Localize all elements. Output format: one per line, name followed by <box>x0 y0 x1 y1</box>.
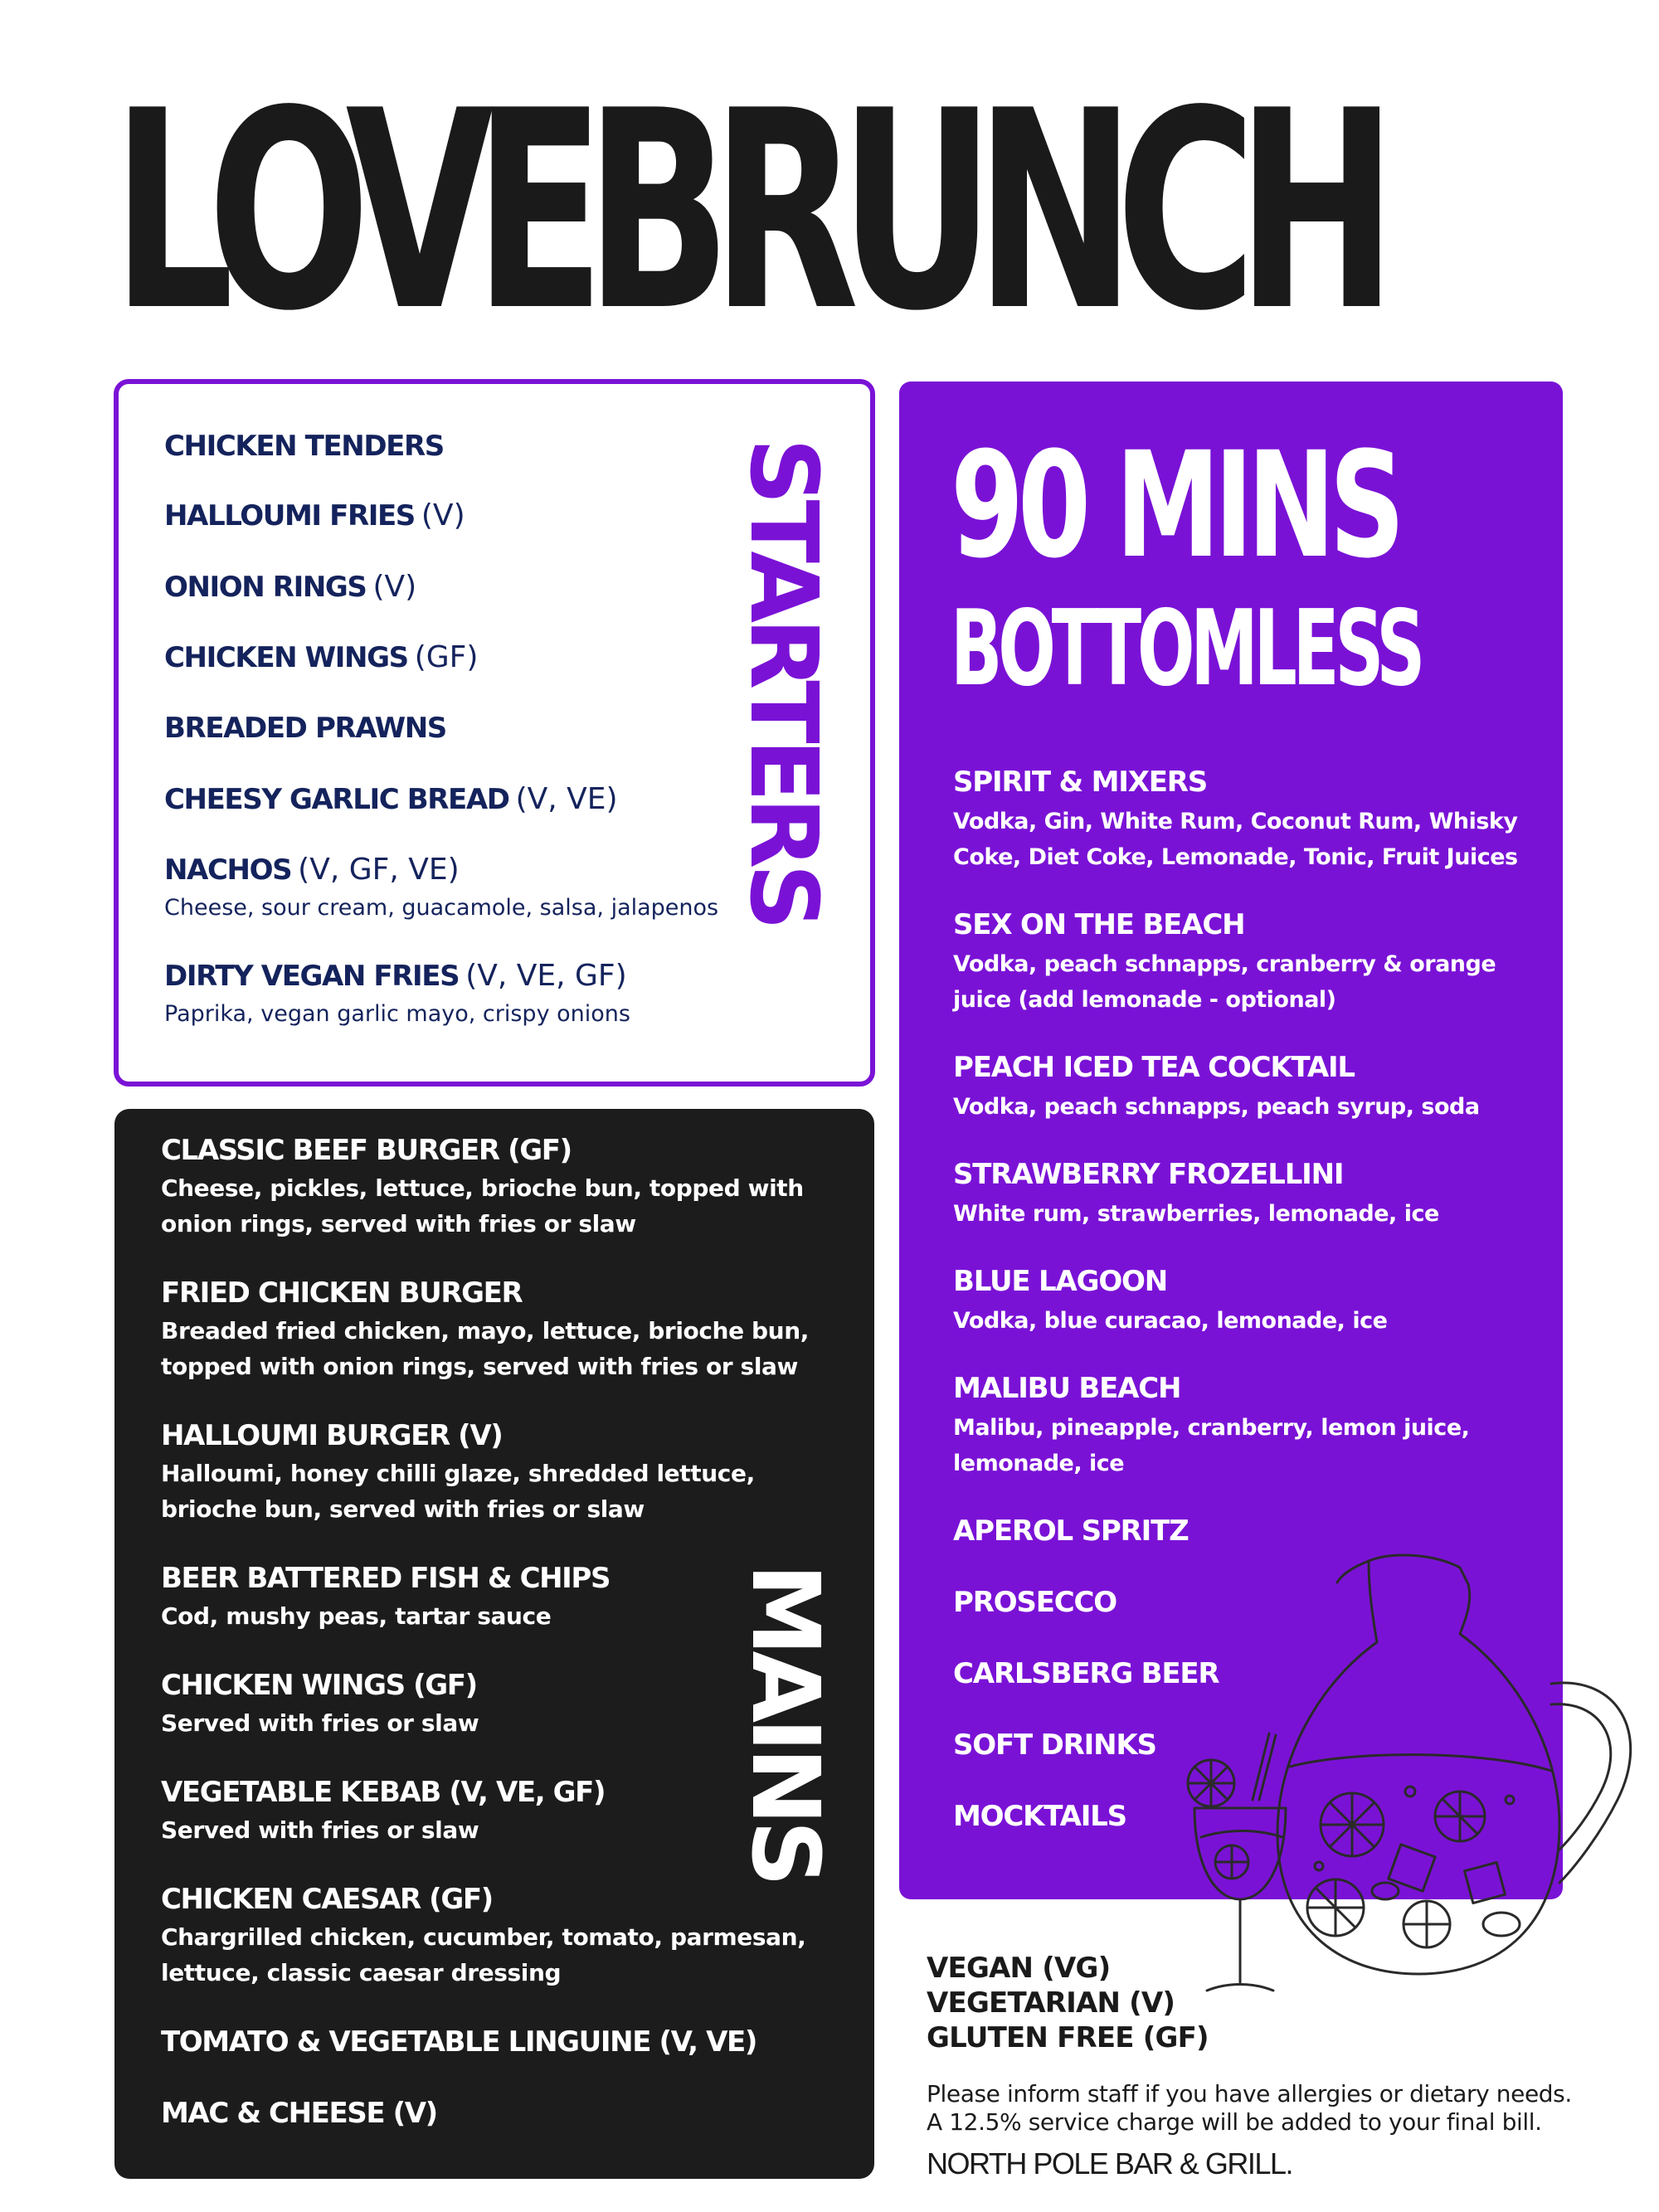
drink-name: STRAWBERRY FROZELLINI <box>953 1158 1344 1191</box>
main-name: CLASSIC BEEF BURGER (GF) <box>161 1134 572 1167</box>
starter-name: HALLOUMI FRIES (V) <box>164 498 465 532</box>
drink-name: MOCKTAILS <box>953 1800 1126 1833</box>
main-name: MAC & CHEESE (V) <box>161 2097 437 2130</box>
main-description: Served with fries or slaw <box>161 1816 479 1844</box>
main-name: CHICKEN CAESAR (GF) <box>161 1883 493 1916</box>
dietary-tag: (V) <box>372 570 417 604</box>
main-item <box>161 2097 437 2130</box>
starter-name: DIRTY VEGAN FRIES (V, VE, GF) <box>164 959 627 993</box>
drink-item <box>953 1265 1387 1339</box>
main-name: TOMATO & VEGETABLE LINGUINE (V, VE) <box>161 2025 757 2059</box>
main-name: FRIED CHICKEN BURGER <box>161 1276 523 1310</box>
main-item <box>161 1134 804 1242</box>
legend-vegetarian: VEGETARIAN (V) <box>927 1986 1175 2020</box>
drink-name: APEROL SPRITZ <box>953 1514 1189 1548</box>
starter-item <box>164 959 630 1027</box>
main-item <box>161 2025 757 2059</box>
starter-item <box>164 498 465 532</box>
dietary-legend <box>927 1951 1209 2055</box>
drink-item <box>953 1800 1126 1833</box>
dietary-tag: (V) <box>421 498 465 532</box>
drink-item <box>953 1728 1156 1762</box>
pitcher-and-cocktail-glass-icon <box>1186 1551 1634 2015</box>
starter-item <box>164 640 478 674</box>
drink-name: SEX ON THE BEACH <box>953 908 1245 941</box>
drink-name: PEACH ICED TEA COCKTAIL <box>953 1051 1355 1084</box>
dietary-tag: (V, VE, GF) <box>465 959 627 993</box>
drink-item <box>953 766 1518 875</box>
venue-name: NORTH POLE BAR & GRILL. <box>927 2146 1292 2180</box>
starter-name: CHEESY GARLIC BREAD (V, VE) <box>164 782 618 816</box>
main-item <box>161 1776 605 1848</box>
drink-name: CARLSBERG BEER <box>953 1657 1219 1690</box>
starter-name: ONION RINGS (V) <box>164 570 417 604</box>
starter-item <box>164 712 446 745</box>
main-item <box>161 1276 809 1384</box>
drink-description: White rum, strawberries, lemonade, ice <box>953 1201 1439 1227</box>
starter-description: Cheese, sour cream, guacamole, salsa, jalapenos <box>164 895 719 921</box>
drink-name: BLUE LAGOON <box>953 1265 1167 1298</box>
drink-item <box>953 1158 1439 1232</box>
dietary-tag: (GF) <box>414 640 479 674</box>
main-item <box>161 1419 755 1527</box>
starter-item <box>164 782 618 816</box>
starter-item <box>164 430 444 463</box>
starter-name: CHICKEN WINGS (GF) <box>164 640 479 674</box>
dietary-tag: (V, VE) <box>515 782 618 816</box>
main-item <box>161 1562 610 1634</box>
starter-description: Paprika, vegan garlic mayo, crispy onions <box>164 1001 630 1027</box>
drink-description: Malibu, pineapple, cranberry, lemon juice, lemonade, ice <box>953 1415 1470 1476</box>
bottomless-headline: BOTTOMLESS <box>951 587 1422 709</box>
drink-item <box>953 1514 1189 1548</box>
drink-name: SOFT DRINKS <box>953 1728 1156 1762</box>
drink-description: Vodka, blue curacao, lemonade, ice <box>953 1308 1388 1334</box>
main-description: Breaded fried chicken, mayo, lettuce, brioche bun, topped with onion rings, served with fries or slaw <box>161 1317 809 1380</box>
main-name: BEER BATTERED FISH & CHIPS <box>161 1562 611 1595</box>
main-name: HALLOUMI BURGER (V) <box>161 1419 503 1452</box>
drink-item <box>953 1657 1219 1690</box>
brand-logo: LOVEBRUNCH <box>112 52 1378 371</box>
main-description: Served with fries or slaw <box>161 1709 479 1737</box>
starter-name: CHICKEN TENDERS <box>164 430 444 463</box>
starters-section-label: STARTERS <box>729 438 837 926</box>
drink-name: PROSECCO <box>953 1586 1117 1619</box>
main-name: VEGETABLE KEBAB (V, VE, GF) <box>161 1776 606 1809</box>
drink-item <box>953 1051 1480 1125</box>
dietary-tag: (V, GF, VE) <box>298 853 460 887</box>
drink-item <box>953 1372 1469 1481</box>
main-description: Halloumi, honey chilli glaze, shredded lettuce, brioche bun, served with fries or slaw <box>161 1460 755 1523</box>
main-description: Chargrilled chicken, cucumber, tomato, parmesan, lettuce, classic caesar dressing <box>161 1923 806 1986</box>
starter-name: BREADED PRAWNS <box>164 712 446 745</box>
mains-section-label: MAINS <box>731 1563 839 1883</box>
main-description: Cod, mushy peas, tartar sauce <box>161 1602 552 1630</box>
legend-gluten-free: GLUTEN FREE (GF) <box>927 2021 1209 2054</box>
drink-description: Vodka, Gin, White Rum, Coconut Rum, Whisky Coke, Diet Coke, Lemonade, Tonic, Fruit Juices <box>953 809 1518 870</box>
main-item <box>161 1669 479 1741</box>
drink-item <box>953 1586 1117 1619</box>
legend-vegan: VEGAN (VG) <box>927 1952 1111 1985</box>
drink-name: SPIRIT & MIXERS <box>953 766 1207 799</box>
drink-description: Vodka, peach schnapps, peach syrup, soda <box>953 1094 1480 1120</box>
main-description: Cheese, pickles, lettuce, brioche bun, topped with onion rings, served with fries or slaw <box>161 1174 804 1237</box>
main-name: CHICKEN WINGS (GF) <box>161 1669 477 1702</box>
bottomless-headline-duration: 90 MINS <box>951 421 1399 591</box>
starter-name: NACHOS (V, GF, VE) <box>164 853 460 887</box>
drink-item <box>953 908 1496 1018</box>
starter-item <box>164 570 416 604</box>
main-item <box>161 1883 805 1991</box>
starter-item <box>164 853 718 921</box>
allergy-service-notice: Please inform staff if you have allergies or dietary needs. A 12.5% service charge will be added to your final bill. <box>927 2080 1572 2136</box>
drink-name: MALIBU BEACH <box>953 1372 1181 1405</box>
drink-description: Vodka, peach schnapps, cranberry & orange juice (add lemonade - optional) <box>953 951 1496 1013</box>
